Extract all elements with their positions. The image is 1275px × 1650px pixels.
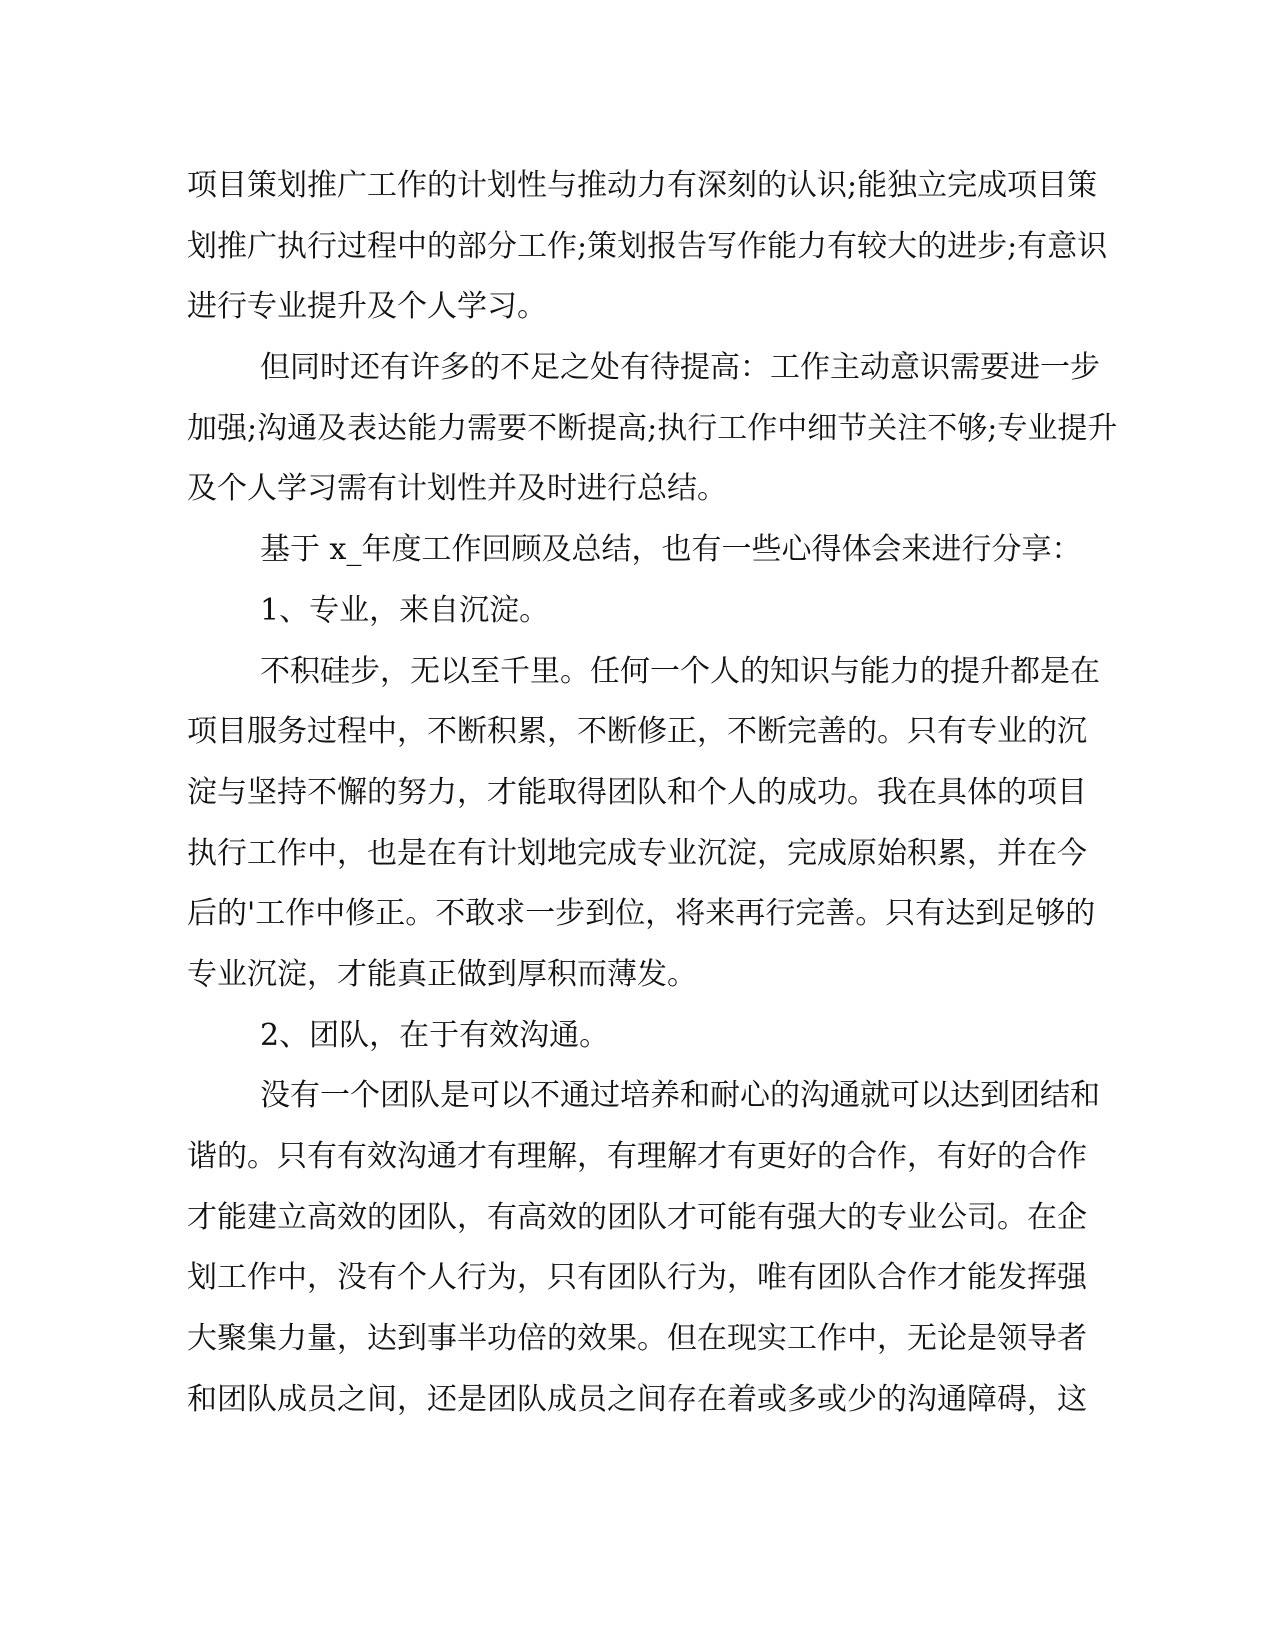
text-line: 淀与坚持不懈的努力，才能取得团队和个人的成功。我在具体的项目 [187,774,1087,810]
document-body [187,156,1118,1430]
paragraph [187,338,1118,520]
section-heading [187,581,1087,642]
text-line: 加强;沟通及表达能力需要不断提高;执行工作中细节关注不够;专业提升 [187,410,1118,446]
text-line: 执行工作中，也是在有计划地完成专业沉淀，完成原始积累，并在今 [187,835,1087,871]
text-line: 专业沉淀，才能真正做到厚积而薄发。 [187,956,697,992]
text-line: 划工作中，没有个人行为，只有团队行为，唯有团队合作才能发挥强 [187,1260,1087,1296]
text-line: 进行专业提升及个人学习。 [187,289,547,325]
text-line: 及个人学习需有计划性并及时进行总结。 [187,471,727,507]
text-line: 不积硅步，无以至千里。任何一个人的知识与能力的提升都是在 [260,653,1100,689]
paragraph [187,520,1087,581]
text-line: 和团队成员之间，还是团队成员之间存在着或多或少的沟通障碍，这 [187,1381,1087,1417]
paragraph [187,1066,1100,1430]
text-line: 没有一个团队是可以不通过培养和耐心的沟通就可以达到团结和 [260,1078,1100,1114]
text-line: 但同时还有许多的不足之处有待提高：工作主动意识需要进一步 [260,350,1100,386]
paragraph [187,642,1100,1006]
text-line: 项目服务过程中，不断积累，不断修正，不断完善的。只有专业的沉 [187,714,1087,750]
text-line: 谐的。只有有效沟通才有理解，有理解才有更好的合作，有好的合作 [187,1139,1087,1174]
text-line: 基于 x_年度工作回顾及总结，也有一些心得体会来进行分享： [260,532,1082,568]
paragraph [187,156,1108,338]
text-line: 大聚集力量，达到事半功倍的效果。但在现实工作中，无论是领导者 [187,1321,1087,1357]
text-line: 1、专业，来自沉淀。 [260,592,550,628]
text-line: 后的'工作中修正。不敢求一步到位，将来再行完善。只有达到足够的 [187,896,1096,932]
text-line: 项目策划推广工作的计划性与推动力有深刻的认识;能独立完成项目策 [187,168,1098,203]
text-line: 2、团队，在于有效沟通。 [260,1017,610,1053]
text-line: 才能建立高效的团队，有高效的团队才可能有强大的专业公司。在企 [187,1199,1087,1235]
text-line: 划推广执行过程中的部分工作;策划报告写作能力有较大的进步;有意识 [187,228,1108,264]
section-heading [187,1006,1087,1067]
